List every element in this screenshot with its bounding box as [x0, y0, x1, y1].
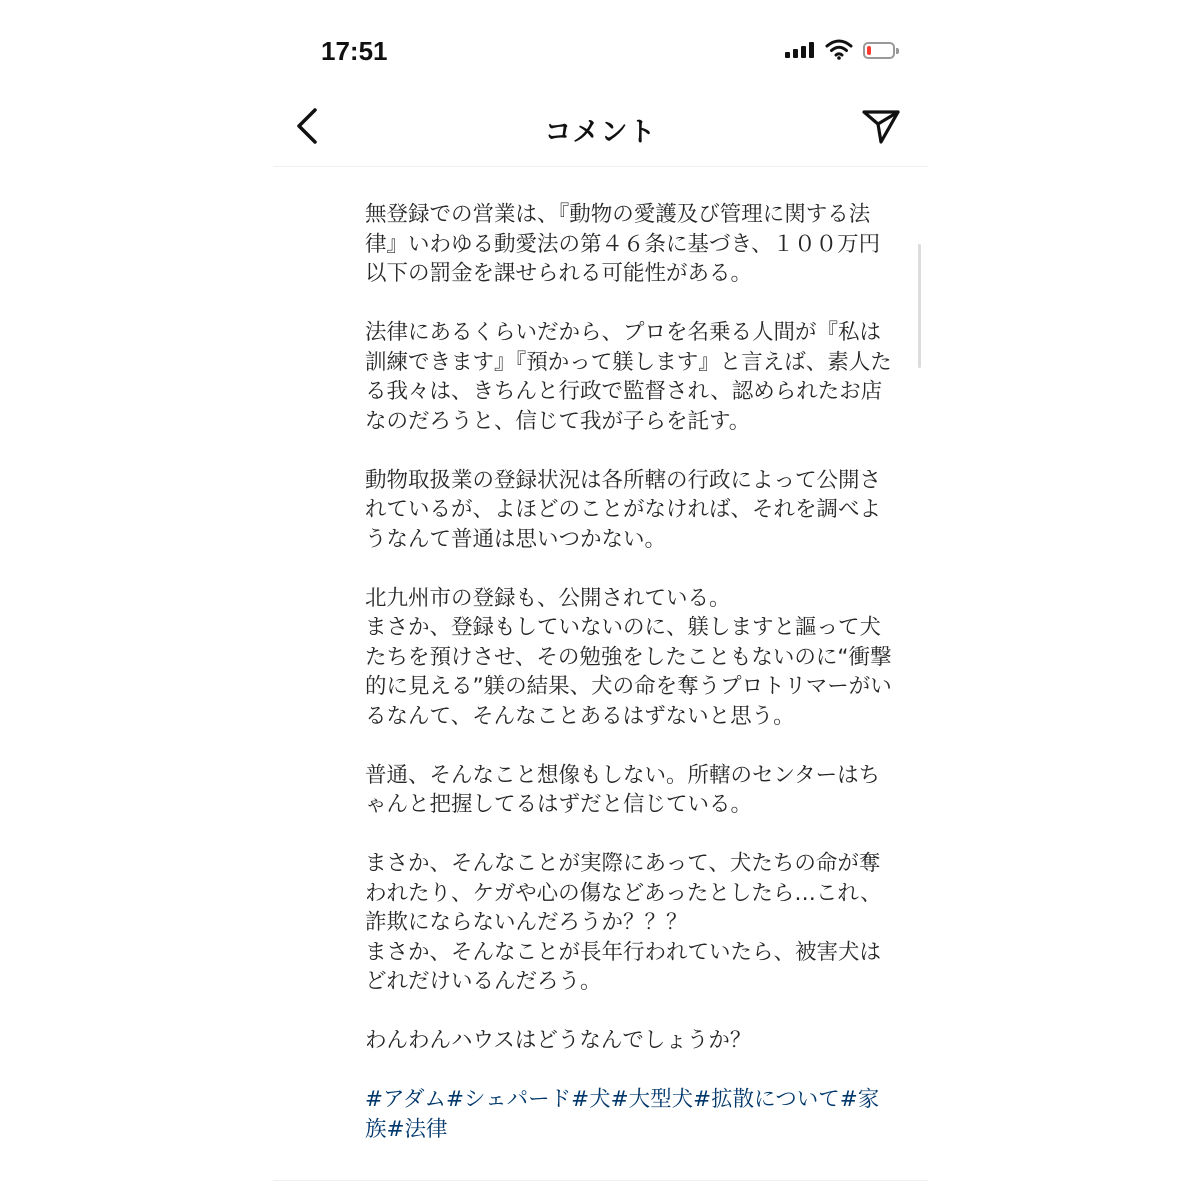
comment-text	[365, 200, 900, 1174]
hashtag-link[interactable]: #シェパード	[446, 1087, 572, 1112]
share-button[interactable]	[859, 104, 903, 148]
divider	[273, 1180, 928, 1181]
comment-paragraph: 無登録での営業は、『動物の愛護及び管理に関する法律』いわゆる動愛法の第４６条に基づき、１００万円以下の罰金を課せられる可能性がある。	[365, 202, 881, 286]
status-time: 17:51	[321, 36, 388, 66]
hashtag-link[interactable]: #拡散について	[693, 1087, 840, 1112]
comment-paragraph: 北九州市の登録も、公開されている。 まさか、登録もしていないのに、躾しますと謳って犬たちを預けさせ、その勉強をしたこともないのに“衝撃的に見える”躾の結果、犬の命を奪うプロトリマーがいるなんて、そんなことあるはずないと思う。	[365, 585, 892, 729]
comment-paragraph: 法律にあるくらいだから、プロを名乗る人間が『私は訓練できます』『預かって躾します』と言えば、素人たる我々は、きちんと行政で監督され、認められたお店なのだろうと、信じて我が子らを託す。	[365, 320, 892, 434]
comment-paragraph: 動物取扱業の登録状況は各所轄の行政によって公開されているが、よほどのことがなければ、それを調べようなんて普通は思いつかない。	[365, 467, 882, 552]
page-title: コメント	[544, 117, 657, 148]
comment-paragraph: まさか、そんなことが実際にあって、犬たちの命が奪われたり、ケガや心の傷などあったとしたら…これ、詐欺にならないんだろうか？？？ まさか、そんなことが長年行われていたら、被害犬はどれだけいるんだろう。	[365, 851, 882, 994]
phone-screen	[273, 0, 928, 1200]
paper-plane-icon	[859, 104, 903, 148]
cellular-signal-icon	[785, 42, 815, 58]
hashtag-link[interactable]: #法律	[386, 1116, 448, 1142]
scrollbar[interactable]	[918, 244, 921, 368]
hashtag-list	[365, 1085, 900, 1144]
hashtag-link[interactable]: #犬	[571, 1087, 611, 1112]
wifi-icon	[825, 38, 853, 64]
hashtag-link[interactable]: #アダム	[365, 1087, 447, 1112]
battery-level	[867, 46, 871, 55]
battery-icon	[863, 42, 895, 59]
comment-paragraph: わんわんハウスはどうなんでしょうか？	[365, 1028, 752, 1053]
header-bar	[273, 96, 928, 167]
hashtag-link[interactable]: #家族	[365, 1087, 880, 1142]
hashtag-link[interactable]: #大型犬	[610, 1087, 694, 1112]
comment-paragraph: 普通、そんなこと想像もしない。所轄のセンターはちゃんと把握してるはずだと信じている。	[365, 762, 881, 817]
